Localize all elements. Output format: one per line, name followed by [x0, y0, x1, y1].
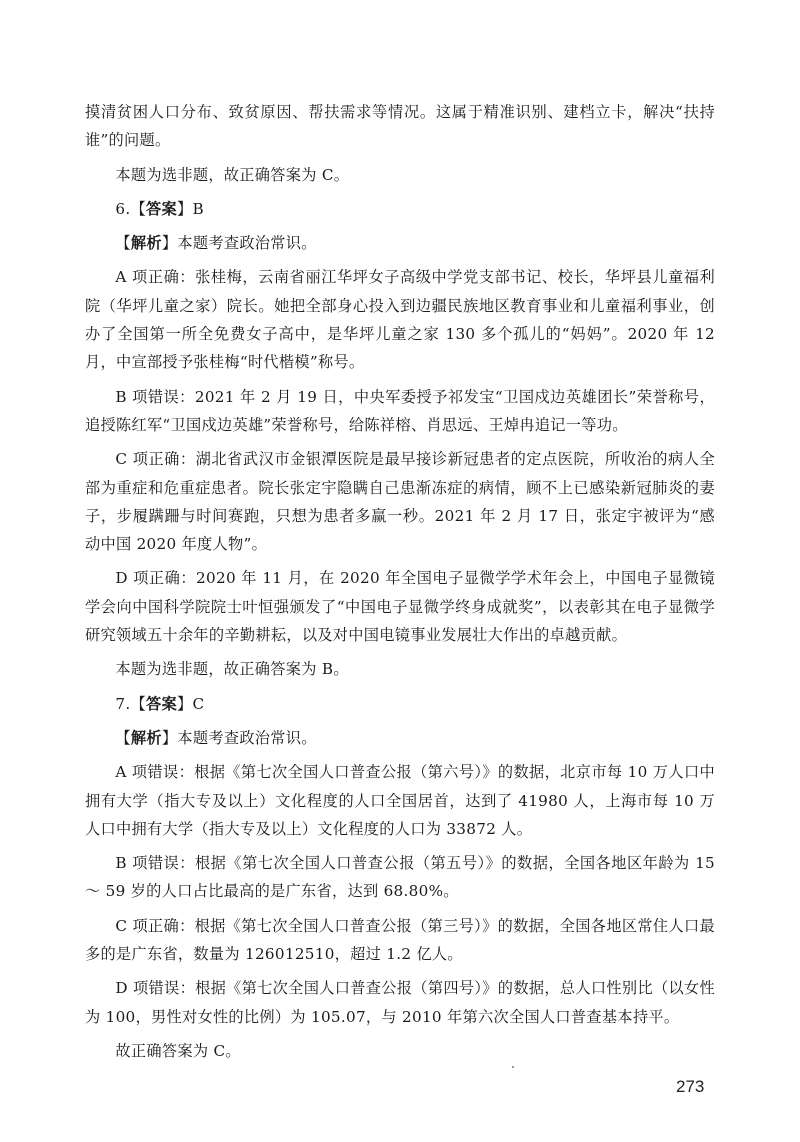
analysis-q7-text: 本题考查政治常识。	[177, 728, 317, 747]
analysis-q6	[85, 229, 715, 257]
page-number: 273	[676, 1077, 705, 1096]
answer-q7-value: 】C	[176, 694, 205, 713]
answer-q6-prefix: 6.【	[115, 199, 146, 218]
answer-q7-prefix: 7.【	[115, 694, 146, 713]
q6-option-c: C 项正确：湖北省武汉市金银潭医院是最早接诊新冠患者的定点医院，所收治的病人全部为重症和危重症患者。院长张定宇隐瞒自己患渐冻症的病情，顾不上已感染新冠肺炎的妻子，步履蹒跚与时间赛跑，只想为患者多赢一秒。2021 年 2 月 17 日，张定宇被评为“感动中国 2020 年度人物”。	[85, 450, 715, 554]
conclusion-q6: 本题为选非题，故正确答案为 B。	[115, 660, 349, 679]
q7-option-d: D 项错误：根据《第七次全国人口普查公报（第四号）》的数据，总人口性别比（以女性为 100，男性对女性的比例）为 105.07，与 2010 年第六次全国人口普查基本持平。	[85, 979, 715, 1026]
analysis-q7-label: 解析	[130, 728, 162, 747]
analysis-q6-label: 解析	[130, 234, 162, 253]
analysis-q6-close: 】	[161, 234, 178, 253]
paragraph-intro: 摸清贫困人口分布、致贫原因、帮扶需求等情况。这属于精准识别、建档立卡，解决“扶持谁”的问题。	[85, 103, 715, 150]
analysis-q7-open: 【	[115, 728, 131, 747]
analysis-q7-close: 】	[161, 728, 178, 747]
q7-option-a: A 项错误：根据《第七次全国人口普查公报（第六号）》的数据，北京市每 10 万人口中拥有大学（指大专及以上）文化程度的人口全国居首，达到了 41980 人，上海市每 10 万人口中拥有大学（指大专及以上）文化程度的人口为 33872 人。	[85, 763, 715, 838]
scan-speck	[512, 1066, 514, 1068]
analysis-q7	[85, 724, 715, 752]
answer-q7	[85, 690, 715, 718]
q6-option-a: A 项正确：张桂梅，云南省丽江华坪女子高级中学党支部书记、校长，华坪县儿童福利院（华坪儿童之家）院长。她把全部身心投入到边疆民族地区教育事业和儿童福利事业，创办了全国第一所全免费女子高中，是华坪儿童之家 130 多个孤儿的“妈妈”。2020 年 12 月，中宣部授予张桂梅“时代楷模”称号。	[85, 268, 715, 372]
analysis-q6-text: 本题考查政治常识。	[177, 234, 317, 253]
page-body	[85, 98, 715, 1071]
answer-q6-value: 】B	[176, 199, 204, 218]
q7-option-c: C 项正确：根据《第七次全国人口普查公报（第三号）》的数据，全国各地区常住人口最多的是广东省，数量为 126012510，超过 1.2 亿人。	[85, 916, 715, 964]
q6-option-d: D 项正确：2020 年 11 月，在 2020 年全国电子显微学学术年会上，中国电子显微镜学会向中国科学院院士叶恒强颁发了“中国电子显微学终身成就奖”，以表彰其在电子显微学研究领域五十余年的辛勤耕耘，以及对中国电镜事业发展壮大作出的卓越贡献。	[85, 569, 715, 645]
conclusion-q5: 本题为选非题，故正确答案为 C。	[115, 165, 350, 184]
answer-q6-label: 答案	[145, 199, 177, 218]
answer-q7-label: 答案	[145, 694, 177, 713]
answer-q6	[85, 195, 715, 223]
analysis-q6-open: 【	[115, 234, 131, 253]
q7-option-b: B 项错误：根据《第七次全国人口普查公报（第五号）》的数据，全国各地区年龄为 15 ～ 59 岁的人口占比最高的是广东省，达到 68.80%。	[85, 854, 715, 901]
conclusion-q7: 故正确答案为 C。	[115, 1041, 241, 1060]
q6-option-b: B 项错误：2021 年 2 月 19 日，中央军委授予祁发宝“卫国戍边英雄团长”荣誉称号，追授陈红军“卫国戍边英雄”荣誉称号，给陈祥榕、肖思远、王焯冉追记一等功。	[85, 387, 715, 434]
